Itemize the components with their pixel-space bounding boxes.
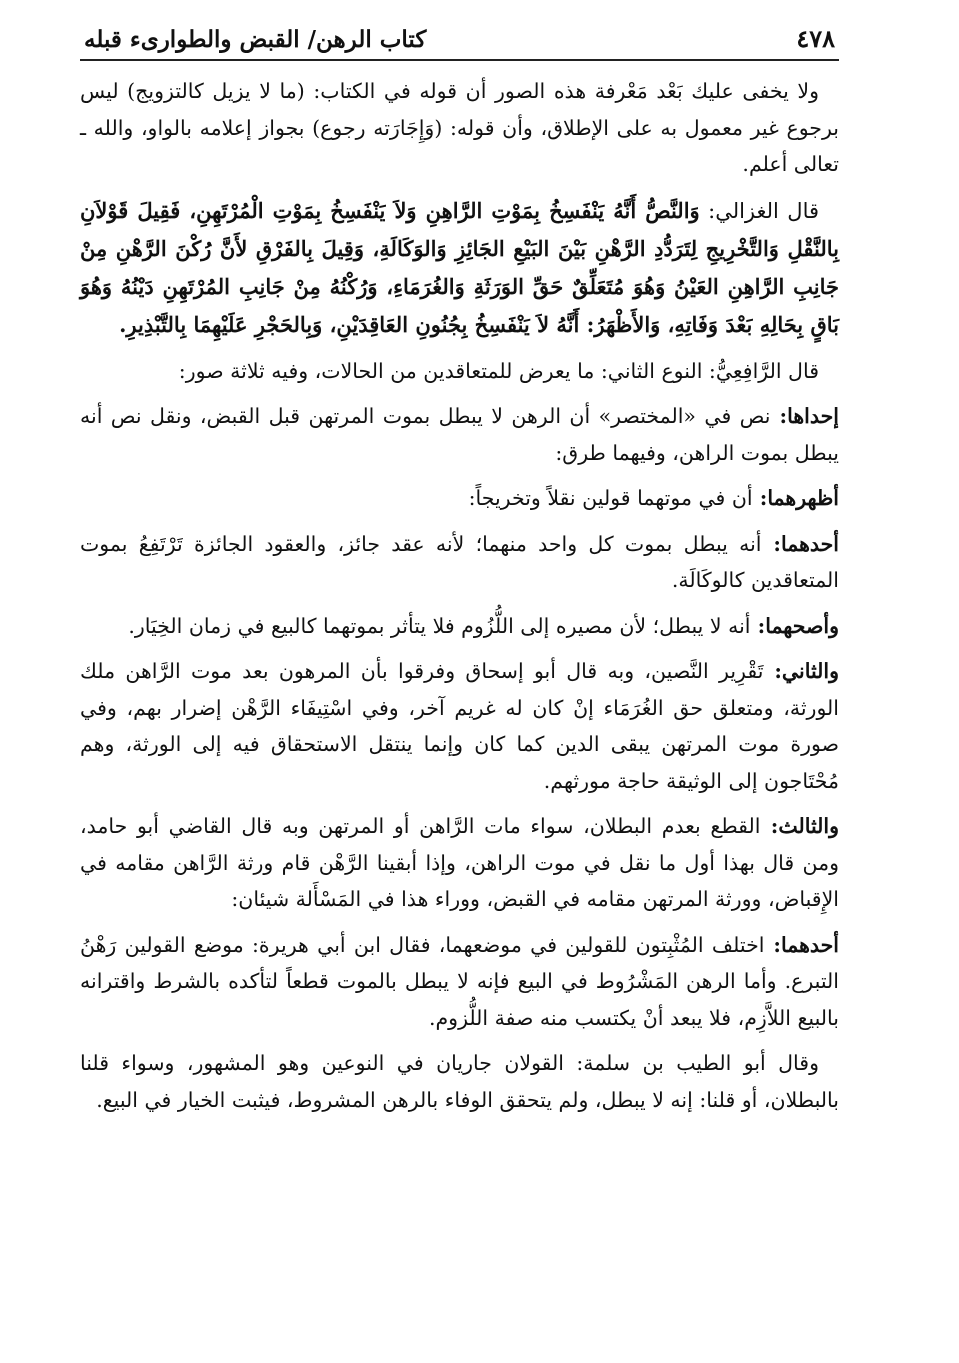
lead-term: أحدهما:: [764, 932, 840, 957]
paragraph: [80, 608, 839, 645]
paragraph: [80, 73, 839, 183]
page-number: ٤٧٨: [796, 24, 835, 53]
speaker-label: قال الرَّافِعِيُّ:: [702, 358, 819, 383]
paragraph-text: أنه لا يبطل؛ لأن مصيره إلى اللُّزُوم فلا يتأثر بموتهما كالبيع في زمان الخِيَار.: [128, 613, 751, 638]
paragraph: [80, 653, 839, 799]
lead-term: والثالث:: [760, 814, 840, 838]
page-body: [80, 73, 839, 1118]
lead-term: إحداها:: [770, 404, 839, 428]
lead-term: أظهرهما:: [752, 486, 839, 510]
running-title: كتاب الرهن/ القبض والطوارىء قبله: [84, 26, 427, 53]
paragraph-text: النوع الثاني: ما يعرض للمتعاقدين من الحالات، وفيه ثلاثة صور:: [178, 358, 703, 383]
lead-term: والثاني:: [763, 659, 839, 683]
paragraph-text: ولا يخفى عليك بَعْد مَعْرفة هذه الصور أن قوله في الكتاب: (ما لا يزيل كالتزويج) ليس برجوع غير معمول به على الإطلاق، وأن قوله: (وَإِجَارَته رجوع) بجواز إعلامه بالواو، والله ـ تعالى أعلم.: [80, 79, 839, 176]
paragraph-text: القطع بعدم البطلان، سواء مات الرَّاهن أو المرتهن وبه قال القاضي أبو حامد، ومن قال بهذا أول ما نقل في موت الراهن، وإذا أبقينا الرَّهْن قام ورثة الرَّاهن مقامه في الإِقباض، وورثة المرتهن مقامه في القبض، ووراء هذا في المَسْأَلة شيئان:: [80, 814, 839, 911]
paragraph-text: أن في موتهما قولين نقلاً وتخريجاً:: [468, 486, 753, 510]
paragraph-text: أنه يبطل بموت كل واحد منهما؛ لأنه عقد جائز، والعقود الجائزة تَرْتَفِعُ بموت المتعاقدين كالوكَالَة.: [80, 531, 839, 592]
lead-term: أحدهما:: [761, 531, 840, 556]
quote-text: وَالنَّصُّ أَنَّهُ يَنْفَسِخُ بِمَوْتِ الرَّاهِنِ وَلاَ يَنْفَسِخُ بِمَوْتِ الْمُرْتَهِنِ، فَقِيلَ قَوْلاَنِ بِالنَّقْلِ وَالتَّخْرِيجِ لِتَرَدُّدِ الرَّهْنِ بَيْنَ البَيْعِ الجَائِزِ وَالوَكَالَةِ، وَقِيلَ بِالفَرْقِ لأَنَّ رُكْنَ الرَّهْنِ مِنْ جَانِبِ الرَّاهِنِ العَيْنُ وَهُوَ مُتَعَلِّقٌ حَقِّ الوَرَثَةِ وَالغُرَمَاءِ، وَرُكْنُهُ مِنْ جَانِبِ المُرْتَهِنِ دَيْنُهُ وَهُوَ بَاقٍ بِحَالِهِ بَعْدَ وَفَاتِهِ، وَالأَظْهَرُ: أَنَّهُ لاَ يَنْفَسِخُ بِجُنُونِ العَاقِدَيْنِ، وَبِالحَجْرِ عَلَيْهِمَا بِالتَّبْذِيرِ.: [80, 197, 839, 337]
paragraph: [80, 353, 839, 390]
paragraph: [80, 808, 839, 918]
ghazali-quote: [80, 192, 839, 344]
paragraph: [80, 1045, 839, 1118]
paragraph: [80, 927, 839, 1037]
paragraph: [80, 398, 839, 471]
paragraph-text: اختلف المُثْبِتون للقولين في موضعهما، فقال ابن أبي هريرة: موضع القولين رَهْنُ التبرع. وأما الرهن المَشْرُوط في البيع فإنه لا يبطل بالموت قطعاً لتأكده بالشرط واقترانه بالبيع اللاَّزِم، فلا يبعد أنْ يكتسب منه صفة اللُّزوم.: [80, 932, 839, 1030]
page-header: [80, 24, 839, 61]
paragraph: [80, 526, 839, 599]
paragraph-text: وقال أبو الطيب بن سلمة: القولان جاريان في النوعين وهو المشهور، وسواء قلنا بالبطلان، أو قلنا: إنه لا يبطل، ولم يتحقق الوفاء بالرهن المشروط، فيثبت الخيار في البيع.: [80, 1051, 839, 1112]
lead-term: وأصحهما:: [750, 613, 839, 638]
paragraph: [80, 480, 839, 517]
paragraph-text: نص في «المختصر» أن الرهن لا يبطل بموت المرتهن قبل القبض، ونقل نص أنه يبطل بموت الراهن، وفيهما طرق:: [80, 404, 839, 465]
paragraph-text: تَقْرِير النَّصين، وبه قال أبو إسحاق وفرقوا بأن المرهون بعد موت الرَّاهن ملك الورثة، ومتعلق حق الغُرَمَاء إنْ كان له غريم آخر، وفي اسْتِيفَاء الرَّهْن إضرار بهم، وفي صورة موت المرتهن يبقى الدين كما كان وإنما ينتقل الاستحقاق فيه إلى الورثة، وهم مُحْتَاجون إلى الوثيقة حاجة مورثهم.: [80, 659, 839, 793]
speaker-label: قال الغزالي:: [699, 198, 820, 223]
